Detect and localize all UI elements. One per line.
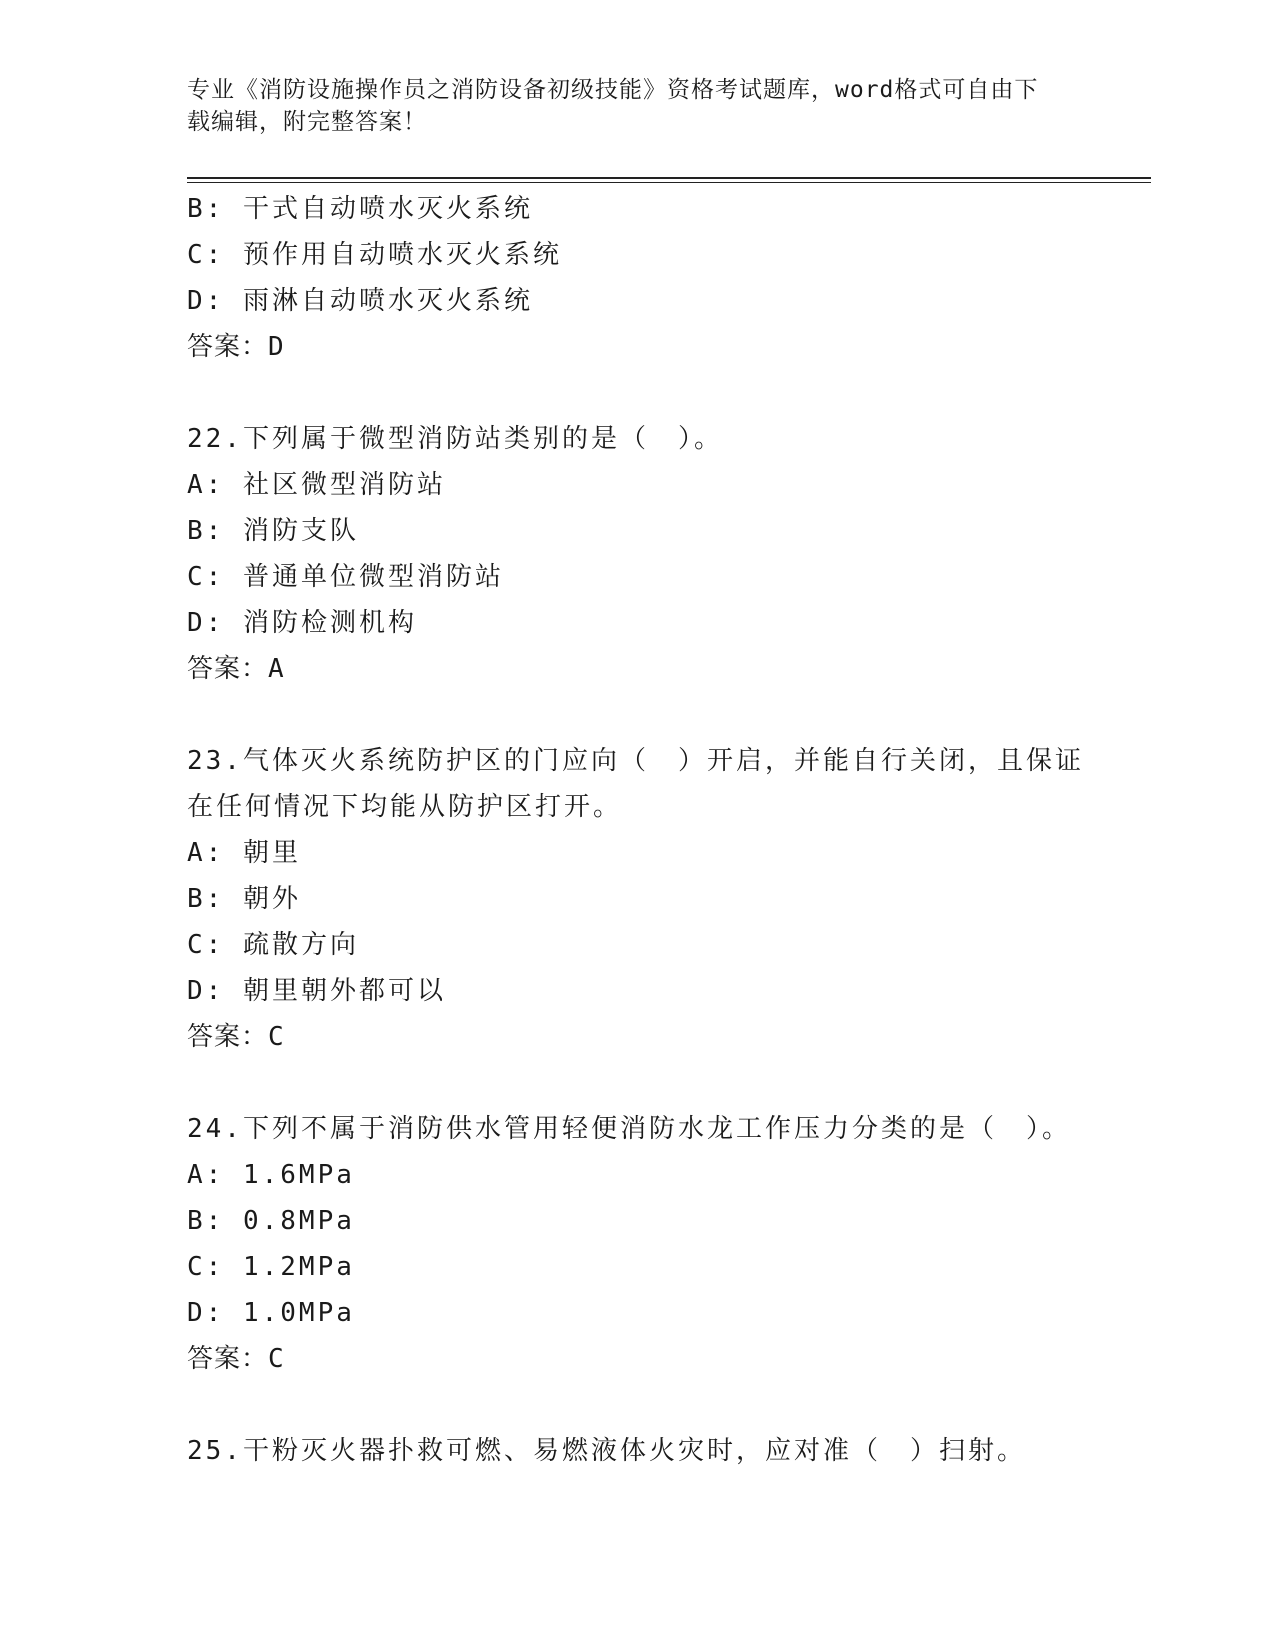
header-line-2: 载编辑，附完整答案！ xyxy=(187,109,427,135)
option-c: C: 预作用自动喷水灭火系统 xyxy=(187,240,562,270)
question-spacer xyxy=(187,1382,1087,1428)
question-spacer xyxy=(187,370,1087,416)
answer-label: 答案： xyxy=(187,654,269,684)
header-line-1: 专业《消防设施操作员之消防设备初级技能》资格考试题库，word格式可自由下 xyxy=(187,77,1039,103)
option-c: C: 普通单位微型消防站 xyxy=(187,562,504,592)
answer-value: C xyxy=(268,1344,285,1374)
question-list xyxy=(187,186,1087,1474)
answer-value: D xyxy=(268,332,285,362)
question-stem: 22.下列属于微型消防站类别的是（ ）。 xyxy=(187,424,723,454)
question-22 xyxy=(187,416,1087,692)
answer-label: 答案： xyxy=(187,1344,269,1374)
answer-line xyxy=(187,1336,1087,1382)
option-b: B: 干式自动喷水灭火系统 xyxy=(187,194,533,224)
answer-line xyxy=(187,646,1087,692)
question-stem-line-2: 在任何情况下均能从防护区打开。 xyxy=(187,792,623,822)
question-spacer xyxy=(187,1060,1087,1106)
option-d: D: 消防检测机构 xyxy=(187,608,417,638)
option-a: A: 朝里 xyxy=(187,838,301,868)
answer-label: 答案： xyxy=(187,1022,269,1052)
question-spacer xyxy=(187,692,1087,738)
option-a: A: 1.6MPa xyxy=(187,1160,355,1190)
question-stem: 25.干粉灭火器扑救可燃、易燃液体火灾时，应对准（ ）扫射。 xyxy=(187,1436,1026,1466)
document-header xyxy=(187,74,1067,138)
option-d: D: 雨淋自动喷水灭火系统 xyxy=(187,286,533,316)
answer-label: 答案： xyxy=(187,332,269,362)
option-c: C: 疏散方向 xyxy=(187,930,359,960)
question-stem: 24.下列不属于消防供水管用轻便消防水龙工作压力分类的是（ ）。 xyxy=(187,1114,1071,1144)
question-24 xyxy=(187,1106,1087,1382)
question-25 xyxy=(187,1428,1087,1474)
header-divider xyxy=(187,177,1151,183)
option-c: C: 1.2MPa xyxy=(187,1252,355,1282)
option-b: B: 0.8MPa xyxy=(187,1206,355,1236)
answer-value: C xyxy=(268,1022,285,1052)
option-a: A: 社区微型消防站 xyxy=(187,470,446,500)
question-stem-line-1: 23.气体灭火系统防护区的门应向（ ）开启，并能自行关闭，且保证 xyxy=(187,746,1084,776)
option-b: B: 朝外 xyxy=(187,884,301,914)
question-23 xyxy=(187,738,1087,1060)
option-d: D: 朝里朝外都可以 xyxy=(187,976,446,1006)
answer-line xyxy=(187,324,1087,370)
option-b: B: 消防支队 xyxy=(187,516,359,546)
answer-value: A xyxy=(268,654,285,684)
question-21-options xyxy=(187,186,1087,370)
answer-line xyxy=(187,1014,1087,1060)
option-d: D: 1.0MPa xyxy=(187,1298,355,1328)
